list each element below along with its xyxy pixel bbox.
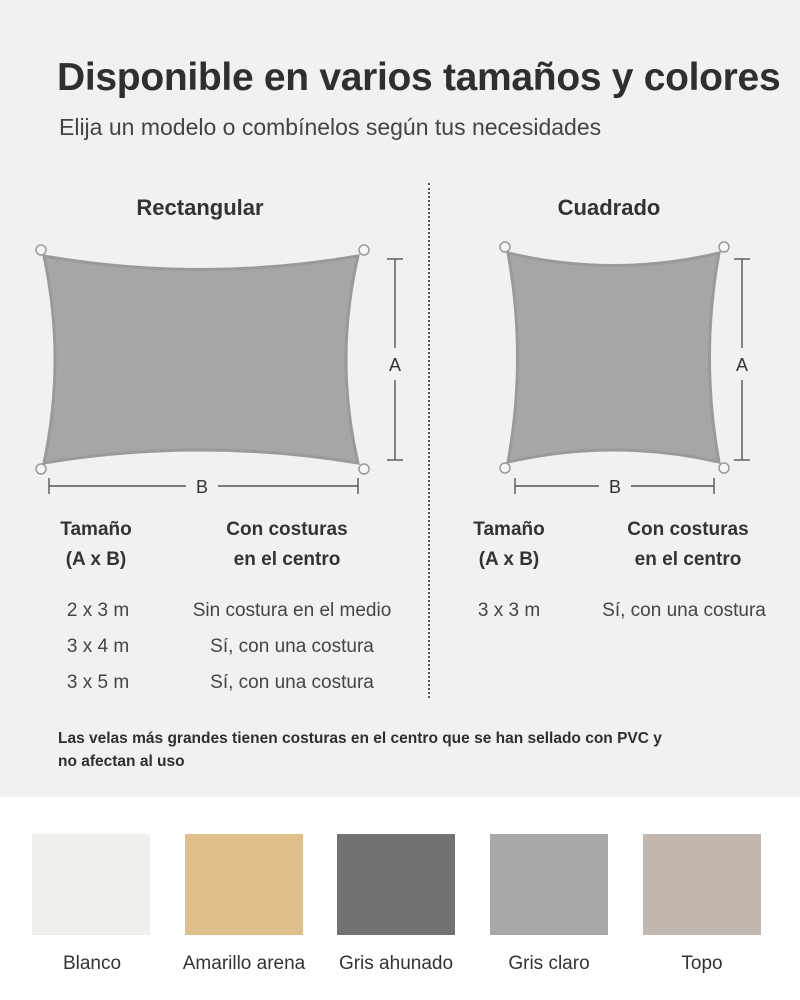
ring-icon	[500, 463, 510, 473]
square-seams-header	[588, 515, 788, 575]
rect-row-size: 3 x 5 m	[66, 672, 130, 693]
seam-note: Las velas más grandes tienen costuras en el centro que se han sellado con PVC y no afectan al uso	[58, 730, 662, 770]
swatch-label: Gris ahunado	[338, 953, 454, 974]
square-row-seams: Sí, con una costura	[602, 600, 766, 621]
rect-row-seams: Sin costura en el medio	[192, 600, 392, 621]
ring-icon	[36, 464, 46, 474]
swatch-topo[interactable]	[643, 834, 761, 935]
rect-dim-b-label: B	[195, 477, 209, 497]
square-dim-b-label: B	[608, 477, 622, 497]
square-row-size: 3 x 3 m	[477, 600, 541, 621]
square-label: Cuadrado	[557, 195, 661, 220]
page-title: Disponible en varios tamaños y colores	[57, 56, 781, 99]
rectangular-sail	[36, 245, 369, 474]
square-dim-a-label: A	[735, 355, 749, 375]
ring-icon	[359, 464, 369, 474]
rectangular-label: Rectangular	[136, 195, 264, 220]
page-subtitle: Elija un modelo o combínelos según tus necesidades	[59, 114, 602, 140]
rect-row-seams: Sí, con una costura	[210, 636, 374, 657]
header-line: en el centro	[233, 549, 341, 570]
header-line: (A x B)	[65, 549, 127, 570]
rect-size-header	[36, 515, 156, 575]
rect-row-size: 3 x 4 m	[66, 636, 130, 657]
swatch-label: Blanco	[62, 953, 122, 974]
square-size-header	[449, 515, 569, 575]
rect-row-seams: Sí, con una costura	[210, 672, 374, 693]
swatch-amarillo-arena[interactable]	[185, 834, 303, 935]
ring-icon	[500, 242, 510, 252]
header-line: Con costuras	[627, 519, 749, 540]
swatch-gris-ahunado[interactable]	[337, 834, 455, 935]
swatch-label: Gris claro	[508, 953, 590, 974]
header-line: en el centro	[634, 549, 742, 570]
swatch-gris-claro[interactable]	[490, 834, 608, 935]
ring-icon	[719, 463, 729, 473]
swatch-label: Amarillo arena	[182, 953, 306, 974]
ring-icon	[36, 245, 46, 255]
ring-icon	[719, 242, 729, 252]
rect-dim-a-label: A	[388, 355, 402, 375]
rect-seams-header	[187, 515, 387, 575]
rect-row-size: 2 x 3 m	[66, 600, 130, 621]
swatch-blanco[interactable]	[32, 834, 150, 935]
header-line: Con costuras	[226, 519, 348, 540]
ring-icon	[359, 245, 369, 255]
swatch-label: Topo	[681, 953, 723, 974]
header-line: Tamaño	[60, 519, 132, 540]
header-line: (A x B)	[478, 549, 540, 570]
header-line: Tamaño	[473, 519, 545, 540]
square-sail	[500, 242, 729, 473]
